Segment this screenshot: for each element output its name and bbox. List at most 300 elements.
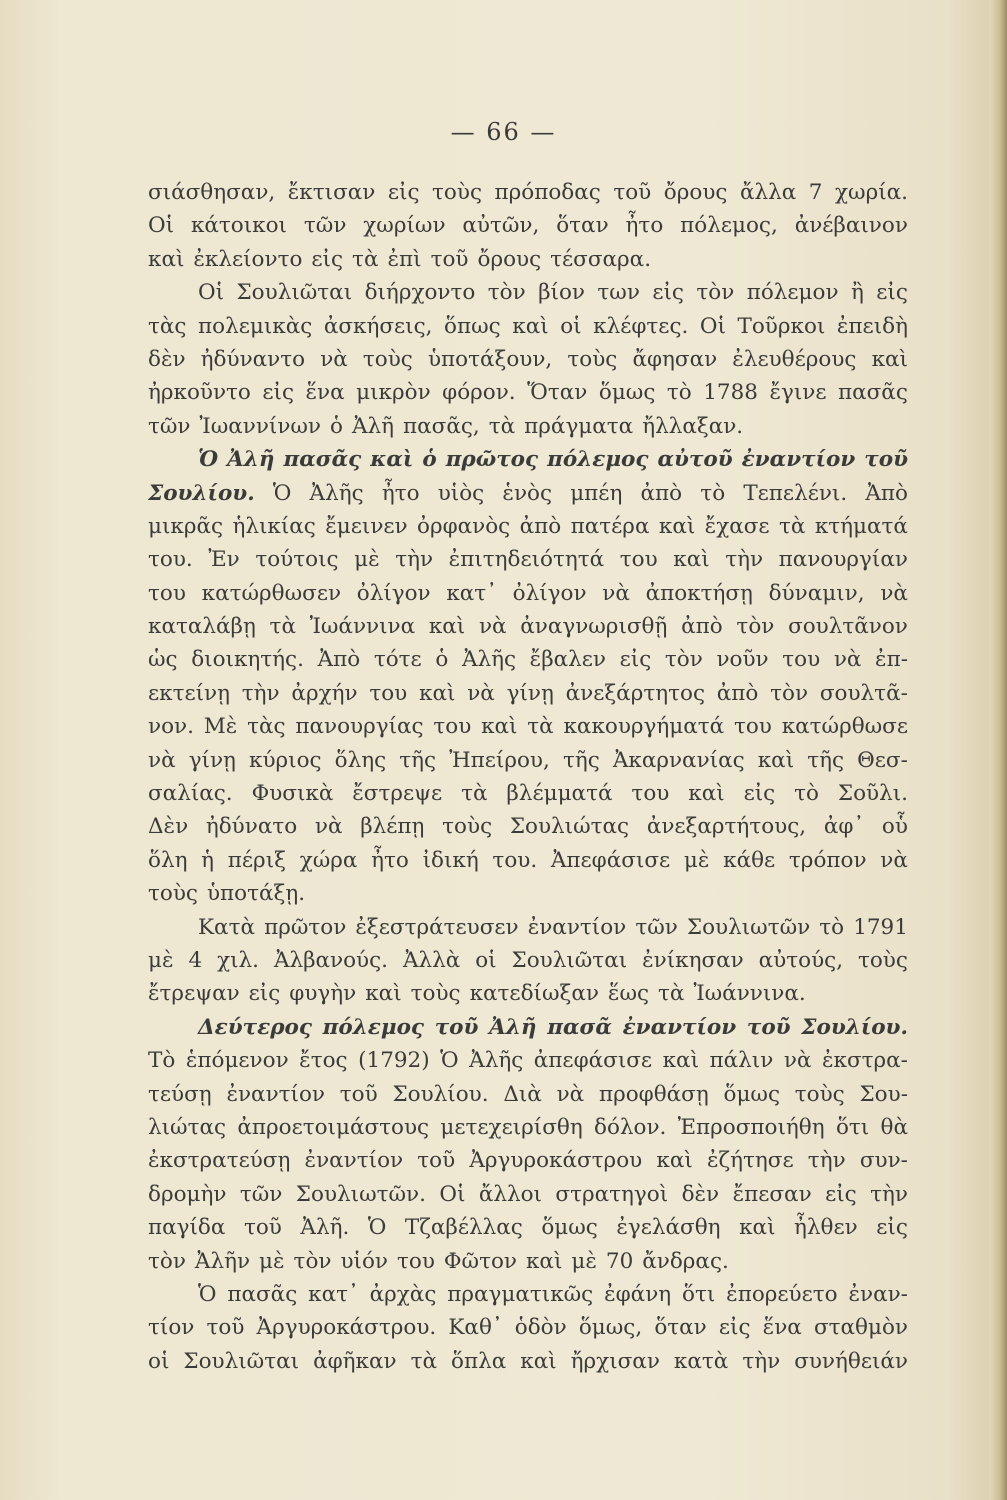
word: οὗ: [881, 814, 908, 840]
text-line: [148, 844, 908, 877]
word: τοῦ: [206, 1315, 245, 1341]
word: τὸ: [794, 781, 819, 807]
word: ἐναν-: [848, 1281, 908, 1307]
text-line: [148, 1078, 908, 1111]
word: Ἀλλὰ: [402, 947, 461, 973]
word: ἄφησαν: [632, 346, 718, 372]
word: εἰς: [311, 246, 344, 272]
word: βίον: [538, 280, 585, 306]
word: εἰς: [718, 1315, 751, 1341]
word: Ἀλῆν: [194, 1248, 251, 1274]
word: σταθμὸν: [813, 1315, 908, 1341]
text-line: [148, 1245, 908, 1278]
word: τοῦ: [339, 1081, 378, 1107]
word: του: [631, 781, 670, 807]
word: τρόπον: [788, 847, 867, 873]
text-line: [148, 710, 908, 743]
word: τῆς: [562, 747, 600, 773]
word: του: [433, 714, 472, 740]
word: εἰς: [262, 380, 295, 406]
heading-word: Σουλίου.: [148, 480, 255, 506]
word: καὶ: [481, 714, 518, 740]
word: κατ᾽: [308, 1281, 359, 1307]
word: Ἀλῆς: [461, 647, 517, 673]
word: εἰς: [248, 981, 281, 1007]
word: παγίδα: [148, 1215, 226, 1241]
word: ἀνεξαρτήτους,: [646, 814, 807, 840]
word: τὰ: [778, 513, 806, 539]
word: Ὁ: [272, 480, 292, 506]
word: βλέπῃ: [360, 814, 425, 840]
word: ἀπεφάσισε: [533, 1048, 653, 1074]
word: ὅμως: [541, 1215, 598, 1241]
word: ἡ: [201, 847, 215, 873]
word: ἔχασε: [704, 513, 770, 539]
word: τότε: [373, 647, 422, 673]
word: καὶ: [365, 981, 402, 1007]
word: πόλεμον: [746, 280, 839, 306]
word: μὲ: [354, 547, 380, 573]
word: Τζαβέλλας: [404, 1215, 523, 1241]
word: θὰ: [880, 1114, 908, 1140]
word: πασᾶς: [227, 1281, 298, 1307]
word: τῶν: [239, 1181, 283, 1207]
text-line: [148, 777, 908, 810]
word: ὑποτάξῃ.: [206, 881, 306, 907]
word: τὸν: [770, 680, 809, 706]
word: ἀπὸ: [519, 513, 562, 539]
word: Σουλιῶται: [236, 280, 353, 306]
word: κατώρθωσεν: [201, 580, 342, 606]
word: Κατὰ: [198, 914, 255, 940]
word: ἐπ-: [875, 647, 908, 673]
word: πολεμικὰς: [198, 313, 313, 339]
word: αὐτῶν,: [462, 213, 540, 239]
word: Καθ᾽: [448, 1315, 503, 1341]
word: ἐλευθέρους: [732, 346, 857, 372]
word: Τὸ: [148, 1048, 176, 1074]
word: κύριος: [249, 747, 322, 773]
word: τὸ: [666, 380, 692, 406]
word: ἀπροετοιμάστους: [237, 1114, 430, 1140]
word: Σουλιώτας: [509, 814, 630, 840]
word: νὰ: [880, 580, 908, 606]
text-line: [148, 477, 908, 510]
word: χωρία.: [835, 180, 908, 205]
word: καὶ: [520, 1348, 557, 1374]
page-number: — 66 —: [450, 118, 557, 146]
word: τὴν: [742, 1348, 781, 1374]
word: ἀναγνωρισθῇ: [520, 614, 668, 640]
word: καὶ: [673, 547, 710, 573]
word: τοὺς: [567, 346, 618, 372]
word: ἦτο: [371, 847, 409, 873]
word: καὶ: [428, 614, 466, 640]
word: οἱ: [475, 947, 497, 973]
word: καὶ: [739, 1215, 776, 1241]
word: ὡς: [148, 647, 178, 673]
word: ὄρους: [477, 246, 542, 272]
word: μὲ: [683, 847, 710, 873]
word: μικρὸν: [356, 380, 431, 406]
word: τὰ: [658, 981, 685, 1007]
word: νὰ: [314, 814, 343, 840]
heading-word: ἐναντίον: [741, 447, 856, 473]
word: πανουργίαν: [778, 547, 908, 573]
word: Φυσικὰ: [251, 781, 334, 807]
text-line: [148, 276, 908, 309]
word: τὴν: [725, 547, 764, 573]
word: χιλ.: [217, 947, 259, 973]
word: Ἀπὸ: [317, 647, 361, 673]
word: νον.: [148, 714, 194, 740]
word: εἰς: [652, 280, 684, 306]
word: νὰ: [478, 614, 507, 640]
word: τίον: [148, 1315, 195, 1341]
heading-word: Σουλίου.: [801, 1014, 908, 1040]
word: ἔβαλεν: [529, 647, 606, 673]
word: τὰς: [247, 714, 286, 740]
word: καὶ: [662, 1048, 699, 1074]
word: τοῦ: [430, 246, 469, 272]
text-line: [148, 176, 908, 209]
word: αὐτούς,: [758, 947, 844, 973]
word: τοὺς: [442, 814, 493, 840]
word: ὅταν: [654, 1315, 707, 1341]
word: ἀφ᾽: [823, 814, 865, 840]
word: Ἀλβανούς.: [273, 947, 388, 973]
word: Ἀργυροκάστρου.: [256, 1315, 437, 1341]
word: του: [733, 714, 772, 740]
word: Σοῦλι.: [837, 781, 908, 807]
word: Οἱ: [198, 280, 225, 306]
word: τὰ: [461, 781, 488, 807]
word: Δὲν: [148, 814, 189, 840]
word: τὸν: [148, 1248, 186, 1274]
word: ἔπεσαν: [732, 1181, 812, 1207]
word: οἱ: [148, 1348, 170, 1374]
word: ἐφάνη: [604, 1281, 672, 1307]
word: τὴν: [395, 547, 434, 573]
word: του: [619, 547, 658, 573]
word: τὴν: [870, 1181, 908, 1207]
word: πέριξ: [227, 847, 286, 873]
word: ὁ: [435, 647, 449, 673]
text-line: [148, 209, 908, 242]
word: κατὰ: [673, 1348, 729, 1374]
word: Φῶτον: [443, 1248, 517, 1274]
word: μὲ: [571, 1248, 597, 1274]
word: σουλτᾶ-: [819, 680, 908, 706]
text-line: [148, 1044, 908, 1077]
word: δρομὴν: [148, 1181, 227, 1207]
word: τῶν: [635, 914, 678, 940]
word: λιώτας: [148, 1114, 227, 1140]
word: πασᾶς: [837, 380, 908, 406]
word: Οἱ: [699, 313, 726, 339]
word: του.: [492, 847, 538, 873]
text-line: [148, 1011, 908, 1044]
text-line: [148, 643, 908, 676]
word: ὅτι: [682, 1281, 716, 1307]
word: Ὁ: [440, 1048, 459, 1074]
word: του: [782, 647, 821, 673]
word: Διὰ: [503, 1081, 542, 1107]
word: Μὲ: [203, 714, 238, 740]
word: τὴν: [241, 680, 280, 706]
word: 7: [808, 180, 823, 205]
word: δὲν: [148, 346, 186, 372]
word: μπέη: [570, 480, 623, 506]
word: Ὁ: [198, 1281, 217, 1307]
text-line: [148, 510, 908, 543]
word: Ὅταν: [527, 380, 588, 406]
word: ἑνὸς: [502, 480, 553, 506]
heading-word: Ἀλῆ: [227, 447, 275, 473]
word: υἱόν: [340, 1248, 388, 1274]
word: σαλίας.: [148, 781, 233, 807]
word: ἐναντίον: [226, 1081, 325, 1107]
word: Ἀκαρνανίας: [612, 747, 745, 773]
word: πρόποδας: [494, 180, 601, 205]
heading-word: πασᾶς: [283, 447, 362, 473]
word: ὅτι: [835, 1114, 870, 1140]
word: τὸ: [819, 914, 845, 940]
heading-word: τοῦ: [746, 1014, 791, 1040]
word: πρῶτον: [264, 914, 347, 940]
word: ὅπως: [444, 313, 501, 339]
word: ἔκτισαν: [287, 180, 376, 205]
word: κατ᾽: [446, 580, 497, 606]
word: Σουλιῶται: [183, 1348, 300, 1374]
word: ἐκστρατεύσῃ: [148, 1148, 291, 1174]
heading-word: πρῶτος: [445, 447, 539, 473]
word: τὸν: [293, 1248, 332, 1274]
word: ἐναντίον: [527, 914, 627, 940]
word: βλέμματά: [506, 781, 613, 807]
word: στρατηγοὶ: [555, 1181, 669, 1207]
word: τοὺς: [362, 346, 413, 372]
heading-word: πόλεμος: [322, 1014, 425, 1040]
word: κάθε: [723, 847, 776, 873]
word: ἐπιτηδειότητά: [448, 547, 605, 573]
word: νὰ: [602, 580, 630, 606]
word: Ἰωάννινα.: [693, 981, 806, 1007]
text-line: [148, 1211, 908, 1244]
text-line: [148, 1311, 908, 1344]
word: ὅλη: [148, 847, 188, 873]
word: πασᾶς,: [403, 413, 480, 439]
word: τὸ: [700, 480, 726, 506]
word: τῆς: [399, 747, 437, 773]
word: ὅταν: [556, 213, 609, 239]
word: Ἐπροσποιήθη: [677, 1114, 825, 1140]
word: ὁ: [330, 413, 343, 439]
word: τεύσῃ: [148, 1081, 212, 1107]
word: κλέφτες.: [593, 313, 689, 339]
word: ἔμεινεν: [325, 513, 408, 539]
word: εἰς: [876, 1215, 908, 1241]
text-line: [148, 1178, 908, 1211]
word: του: [396, 1248, 435, 1274]
word: ἀπὸ: [681, 614, 723, 640]
word: τῆς: [807, 747, 845, 773]
word: 1791: [853, 914, 908, 940]
word: καὶ: [525, 1248, 563, 1274]
word: χωρίων: [363, 213, 446, 239]
word: πραγματικῶς: [447, 1281, 594, 1307]
word: δύναμιν,: [768, 580, 865, 606]
word: ἄνδρας.: [642, 1248, 729, 1274]
word: καὶ: [688, 781, 725, 807]
word: 4: [188, 947, 203, 973]
text-line: [148, 443, 908, 476]
word: τὰ: [352, 246, 379, 272]
word: ἦτο: [381, 480, 420, 506]
word: κατεδίωξαν: [469, 981, 599, 1007]
word: καὶ: [512, 313, 549, 339]
word: τοῦ: [243, 1215, 282, 1241]
word: ὀλίγον: [512, 580, 587, 606]
word: ἠδύναντο: [200, 346, 306, 372]
word: ἄλλα: [739, 180, 797, 205]
word: διοικητής.: [191, 647, 304, 673]
text-line: [148, 1345, 908, 1378]
word: κατώρθωσε: [781, 714, 908, 740]
word: καὶ: [148, 246, 185, 272]
heading-word: Ὁ: [198, 447, 219, 473]
word: ἕνα: [305, 380, 345, 406]
word: πράγματα: [524, 413, 634, 439]
text-line: [148, 577, 908, 610]
word: εἰς: [619, 647, 652, 673]
word: ἀσκήσεις,: [323, 313, 433, 339]
text-line: [148, 744, 908, 777]
word: Ἀλῆ: [351, 413, 394, 439]
word: του.: [148, 547, 193, 573]
heading-word: αὐτοῦ: [657, 447, 733, 473]
word: ἔστρεψε: [352, 781, 443, 807]
word: ἐκστρα-: [821, 1048, 908, 1074]
heading-word: τοῦ: [864, 447, 908, 473]
text-line: [148, 1144, 908, 1177]
word: ἔτος: [299, 1048, 348, 1074]
word: κακουργήματά: [563, 714, 725, 740]
word: τὰ: [410, 1348, 437, 1374]
word: Σουλίου.: [392, 1081, 489, 1107]
word: τούτοις: [255, 547, 339, 573]
word: σουλτᾶνον: [788, 614, 908, 640]
word: γίνῃ: [188, 747, 236, 773]
word: ἀπὸ: [640, 480, 683, 506]
word: τὴν: [807, 1148, 846, 1174]
word: ἀπὸ: [716, 680, 759, 706]
text-line: [148, 1111, 908, 1144]
word: τοὺς: [857, 947, 908, 973]
word: τὰς: [148, 313, 187, 339]
word: ἑπόμενον: [185, 1048, 289, 1074]
word: ἀνεξάρτητος: [565, 680, 705, 706]
word: ἐζήτησε: [706, 1148, 794, 1174]
word: κτήματά: [814, 513, 908, 539]
text-line: [148, 877, 908, 910]
word: καὶ: [658, 513, 696, 539]
word: τοῦ: [417, 1148, 456, 1174]
word: ἐξεστράτευσεν: [355, 914, 519, 940]
word: Ἠπείρου,: [449, 747, 550, 773]
word: ἤλλαξαν.: [642, 413, 744, 439]
text-line: [148, 376, 908, 409]
word: ἄλλοι: [478, 1181, 542, 1207]
word: γίνῃ: [506, 680, 554, 706]
text-line: [148, 1278, 908, 1311]
word: τὰ: [527, 714, 554, 740]
word: ἦτο: [625, 213, 664, 239]
word: Σουλιωτῶν.: [295, 1181, 426, 1207]
word: ἠρκοῦντο: [148, 380, 251, 406]
word: Ἰωαννίνων: [199, 413, 321, 439]
word: τῶν: [303, 213, 347, 239]
word: ἐκλείοντο: [193, 246, 303, 272]
word: ἐπὶ: [387, 246, 422, 272]
word: ὑποτάξουν,: [427, 346, 553, 372]
word: Οἱ: [148, 213, 175, 239]
word: κάτοικοι: [190, 213, 287, 239]
word: νὰ: [783, 1048, 812, 1074]
text-line: [148, 343, 908, 376]
word: πατέρα: [570, 513, 650, 539]
word: πανουργίας: [295, 714, 424, 740]
text-line: [148, 410, 908, 443]
word: τὸν: [487, 280, 526, 306]
word: μικρᾶς: [148, 513, 224, 539]
word: Ἀπεφάσισε: [550, 847, 671, 873]
word: (1792): [358, 1048, 430, 1074]
word: τῶν: [148, 413, 191, 439]
word: νὰ: [467, 680, 495, 706]
word: εἰς: [743, 781, 776, 807]
word: τοὺς: [410, 981, 461, 1007]
word: χώρα: [299, 847, 358, 873]
word: 1788: [703, 380, 758, 406]
word: των: [597, 280, 640, 306]
word: ὅπλα: [451, 1348, 507, 1374]
word: Οἱ: [439, 1181, 466, 1207]
word: οἱ: [560, 313, 582, 339]
word: καὶ: [757, 747, 795, 773]
word: νὰ: [833, 647, 862, 673]
word: Ἀργυροκάστρου: [469, 1148, 643, 1174]
word: Ἰωάννινα: [309, 614, 416, 640]
word: μὲ: [259, 1248, 285, 1274]
text-line: [148, 677, 908, 710]
page-edge: [989, 0, 1007, 1500]
word: ἐναντίον: [304, 1148, 404, 1174]
word: ἔτρεψαν: [148, 981, 240, 1007]
word: Ἐν: [208, 547, 240, 573]
text-line: [148, 810, 908, 843]
word: ἕνα: [762, 1315, 802, 1341]
word: ἢ: [850, 280, 864, 306]
heading-word: ὁ: [422, 447, 437, 473]
word: τὸν: [736, 614, 775, 640]
word: εκτείνῃ: [148, 680, 230, 706]
word: καὶ: [871, 346, 908, 372]
text-line: [148, 977, 908, 1010]
word: του: [369, 680, 408, 706]
heading-word: καὶ: [370, 447, 414, 473]
word: Ἀλῆ.: [300, 1215, 350, 1241]
